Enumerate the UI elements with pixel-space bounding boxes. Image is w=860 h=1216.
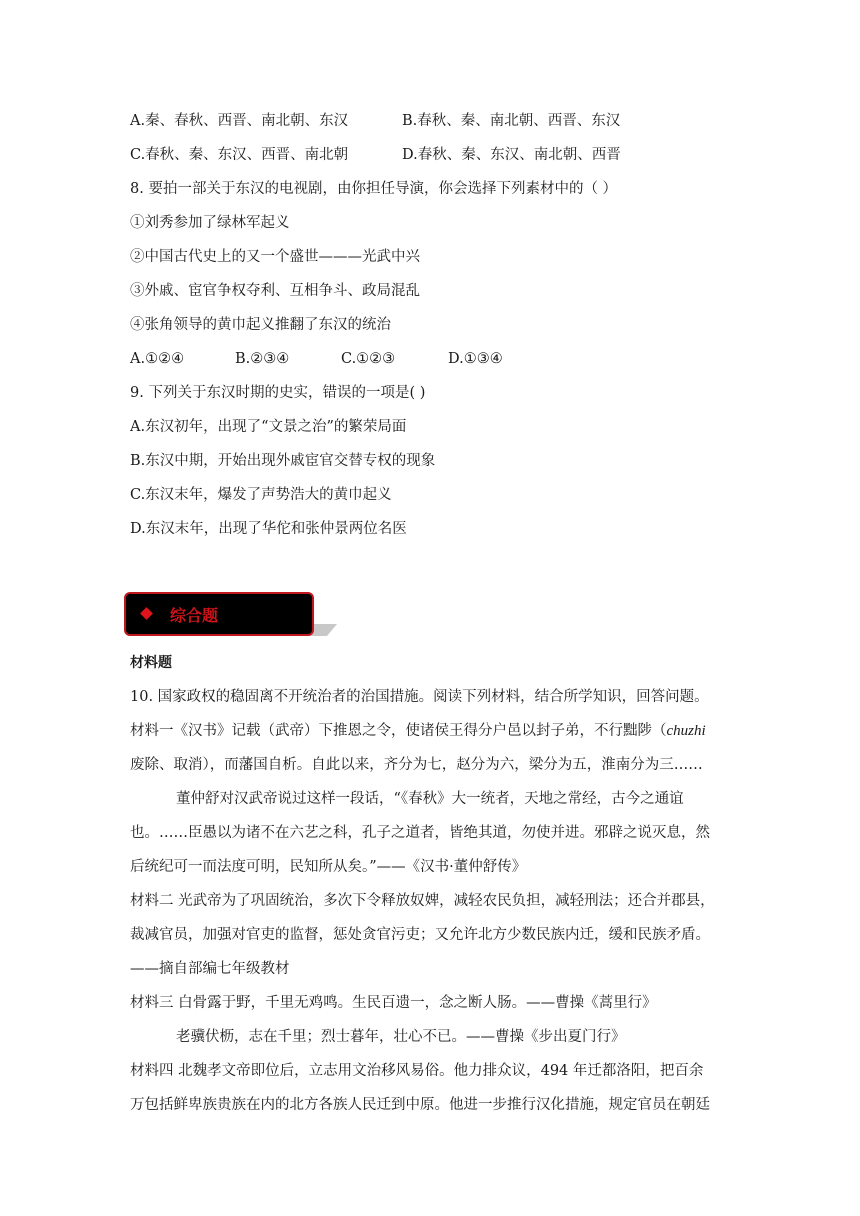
section-banner (124, 592, 314, 636)
q9-option-b: B.东汉中期，开始出现外戚宦官交替专权的现象 (130, 453, 436, 469)
q8-item-2: ②中国古代史上的又一个盛世———光武中兴 (130, 249, 420, 265)
q10-material1-line2: 废除、取消），而藩国自析。自此以来，齐分为七，赵分为六，梁分为五，淮南分为三…… (130, 757, 703, 773)
q10-material1-line1 (130, 721, 706, 741)
q10-material1-line3: 董仲舒对汉武帝说过这样一段话，“《春秋》大一统者，天地之常经，古今之通谊 (176, 791, 684, 807)
q10-material4-line2: 万包括鲜卑族贵族在内的北方各族人民迁到中原。他进一步推行汉化措施，规定官员在朝廷 (130, 1097, 710, 1113)
q7-option-b: B.春秋、秦、南北朝、西晋、东汉 (402, 113, 621, 129)
q10-material1-line1-text: 材料一《汉书》记载（武帝）下推恩之令，使诸侯王得分户邑以封子弟，不行黜陟（ (130, 723, 667, 739)
q10-material4-line1: 材料四 北魏孝文帝即位后，立志用文治移风易俗。他力排众议，494 年迁都洛阳，把百余 (130, 1063, 704, 1079)
q8-item-1: ①刘秀参加了绿林军起义 (130, 215, 290, 231)
q10-material1-line4: 也。……臣愚以为诸不在六艺之科，孔子之道者，皆绝其道，勿使并进。邪辟之说灭息，然 (130, 825, 710, 841)
q10-stem: 10. 国家政权的稳固离不开统治者的治国措施。阅读下列材料，结合所学知识，回答问题。 (130, 689, 709, 705)
q9-option-a: A.东汉初年，出现了“文景之治”的繁荣局面 (130, 419, 407, 435)
q8-option-c: C.①②③ (341, 351, 396, 367)
q7-option-d: D.春秋、秦、东汉、南北朝、西晋 (402, 147, 621, 163)
section-subheading: 材料题 (130, 655, 172, 671)
q8-option-a: A.①②④ (130, 351, 185, 367)
q10-material3-line1: 材料三 白骨露于野，千里无鸡鸣。生民百遗一，念之断人肠。——曹操《蒿里行》 (130, 995, 657, 1011)
q7-option-a: A.秦、春秋、西晋、南北朝、东汉 (130, 113, 349, 129)
q8-option-d: D.①③④ (448, 351, 503, 367)
q10-material1-line5: 后统纪可一而法度可明，民知所从矣。”——《汉书·董仲舒传》 (130, 859, 527, 875)
q10-material2-source: ——摘自部编七年级教材 (130, 961, 290, 977)
q9-option-d: D.东汉末年，出现了华佗和张仲景两位名医 (130, 521, 407, 537)
q8-option-b: B.②③④ (235, 351, 290, 367)
q8-stem: 8. 要拍一部关于东汉的电视剧，由你担任导演，你会选择下列素材中的（ ） (130, 181, 618, 197)
q8-item-3: ③外戚、宦官争权夺利、互相争斗、政局混乱 (130, 283, 420, 299)
q9-stem: 9. 下列关于东汉时期的史实，错误的一项是( ) (130, 385, 426, 401)
q7-option-c: C.春秋、秦、东汉、西晋、南北朝 (130, 147, 349, 163)
q9-option-c: C.东汉末年，爆发了声势浩大的黄巾起义 (130, 487, 392, 503)
q10-pinyin: chuzhi (666, 723, 706, 739)
q8-item-4: ④张角领导的黄巾起义推翻了东汉的统治 (130, 317, 391, 333)
q10-material3-line2: 老骥伏枥，志在千里；烈士暮年，壮心不已。——曹操《步出夏门行》 (176, 1029, 626, 1045)
q10-material2-line2: 裁减官员，加强对官吏的监督，惩处贪官污吏；又允许北方少数民族内迁，缓和民族矛盾。 (130, 927, 710, 943)
q10-material2-line1: 材料二 光武帝为了巩固统治，多次下令释放奴婢，减轻农民负担，减轻刑法；还合并郡县， (130, 893, 715, 909)
section-banner-title: 综合题 (170, 606, 219, 625)
diamond-icon (140, 607, 153, 620)
